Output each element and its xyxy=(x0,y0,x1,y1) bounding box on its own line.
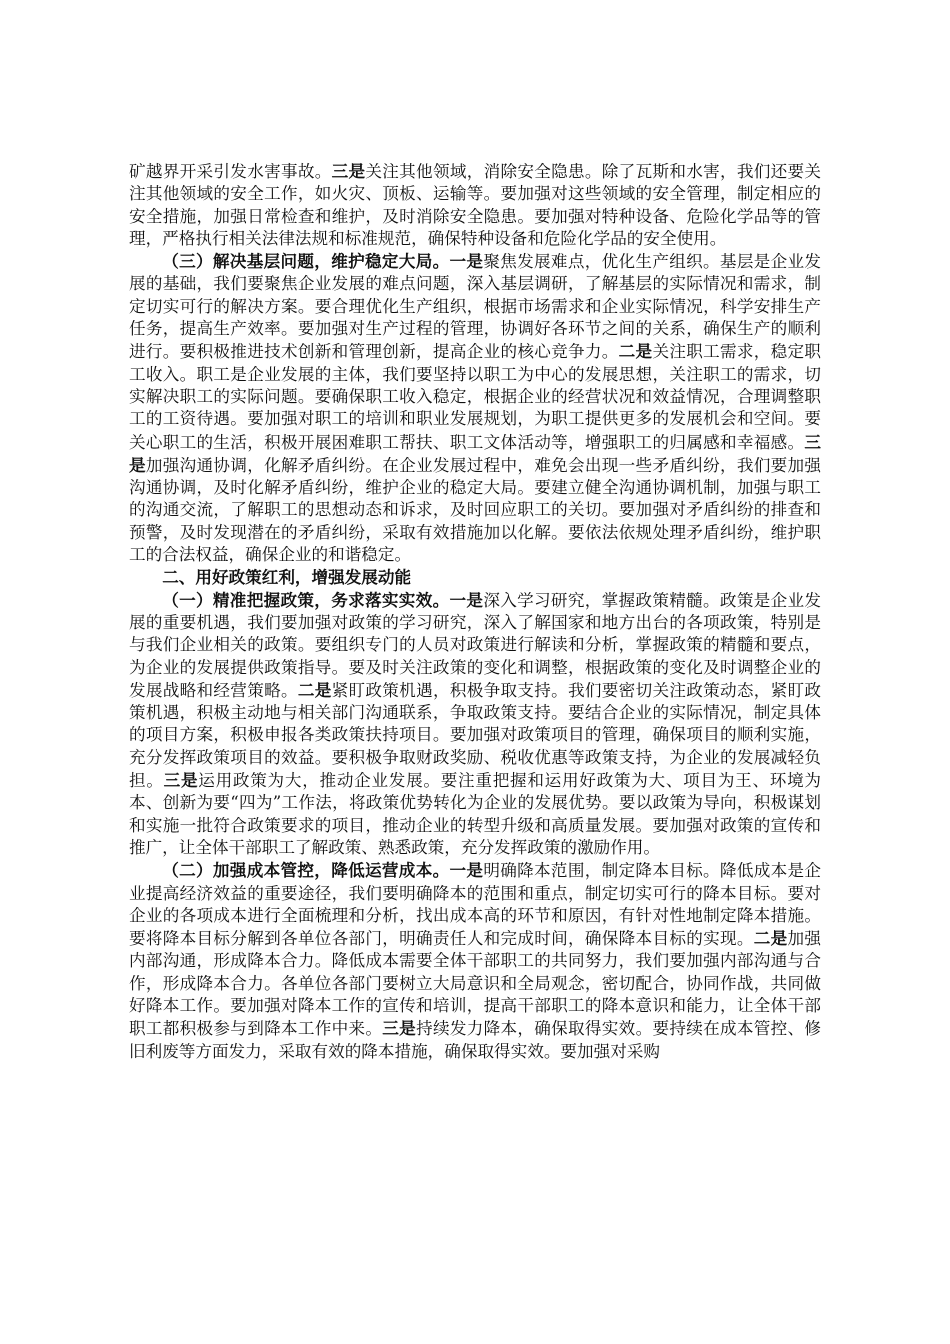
paragraph-safety xyxy=(129,160,821,250)
text: 持续发力降本，确保取得实效。要持续在成本管控、修旧利废等方面发力，采取有效的降本措施，确保取得实效。要加强对采购 xyxy=(129,1019,822,1061)
bold-marker: 三是 xyxy=(129,431,821,475)
text: 明确降本范围，制定降本目标。降低成本是企业提高经济效益的重要途径，我们要明确降本的范围和重点，制定切实可行的降本目标。要对企业的各项成本进行全面梳理和分析，找出成本高的环节和原因，有针对性地制定降本措施。要将降本目标分解到各单位各部门，明确责任人和完成时间，确保降本目标的实现。 xyxy=(129,861,822,949)
document-body xyxy=(129,160,821,1063)
bold-marker: 一是 xyxy=(449,589,484,610)
paragraph-cost xyxy=(129,859,821,1063)
text: 加强沟通协调，化解矛盾纠纷。在企业发展过程中，难免会出现一些矛盾纠纷，我们要加强沟通协调，及时化解矛盾纠纷，维护企业的稳定大局。要建立健全沟通协调机制，加强与职工的沟通交流，了解职工的思想动态和诉求，及时回应职工的关切。要加强对矛盾纠纷的排查和预警，及时发现潜在的矛盾纠纷，采取有效措施加以化解。要依法依规处理矛盾纠纷，维护职工的合法权益，确保企业的和谐稳定。 xyxy=(129,455,822,565)
subsection-heading: （一）精准把握政策，务求落实实效。 xyxy=(162,589,450,610)
section-title: 二、用好政策红利，增强发展动能 xyxy=(162,567,412,588)
paragraph-grassroots xyxy=(129,250,821,566)
text: 关注职工需求，稳定职工收入。职工是企业发展的主体，我们要坚持以职工为中心的发展思想，关注职工的需求，切实解决职工的实际问题。要确保职工收入稳定，根据企业的经营状况和效益情况，合理调整职工的工资待遇。要加强对职工的培训和职业发展规划，为职工提供更多的发展机会和空间。要关心职工的生活，积极开展困难职工帮扶、职工文体活动等，增强职工的归属感和幸福感。 xyxy=(129,342,822,452)
text: 运用政策为大，推动企业发展。要注重把握和运用好政策为大、项目为王、环境为本、创新为要“四为”工作法，将政策优势转化为企业的发展优势。要以政策为导向，积极谋划和实施一批符合政策要求的项目，推动企业的转型升级和高质量发展。要加强对政策的宣传和推广，让全体干部职工了解政策、熟悉政策，充分发挥政策的激励作用。 xyxy=(129,771,822,857)
subsection-heading: （三）解决基层问题，维护稳定大局。 xyxy=(162,251,450,272)
text: 加强内部沟通，形成降本合力。降低成本需要全体干部职工的共同努力，我们要加强内部沟通与合作，形成降本合力。各单位各部门要树立大局意识和全局观念，密切配合，协同作战，共同做好降本工作。要加强对降本工作的宣传和培训，提高干部职工的降本意识和能力，让全体干部职工都积极参与到降本工作中来。 xyxy=(129,929,822,1039)
bold-marker: 一是 xyxy=(449,860,484,881)
bold-marker: 二是 xyxy=(618,341,653,362)
bold-marker: 三是 xyxy=(163,770,199,791)
bold-marker: 三是 xyxy=(331,161,366,181)
bold-marker: 一是 xyxy=(449,251,484,272)
text: 紧盯政策机遇，积极争取支持。我们要密切关注政策动态，紧盯政策机遇，积极主动地与相关部门沟通联系，争取政策支持。要结合企业的实际情况，制定具体的项目方案，积极申报各类政策扶持项目。要加强对政策项目的管理，确保项目的顺利实施，充分发挥政策项目的效益。要积极争取财政奖励、税收优惠等政策支持，为企业的发展减轻负担。 xyxy=(129,680,822,791)
text: 矿越界开采引发水害事故。 xyxy=(129,162,332,181)
text: 聚焦发展难点，优化生产组织。基层是企业发展的基础，我们要聚焦企业发展的难点问题，深入基层调研，了解基层的实际情况和需求，制定切实可行的解决方案。要合理优化生产组织，根据市场需求和企业实际情况，科学安排生产任务，提高生产效率。要加强对生产过程的管理，协调好各环节之间的关系，确保生产的顺利进行。要积极推进技术创新和管理创新，提高企业的核心竞争力。 xyxy=(129,252,822,362)
bold-marker: 二是 xyxy=(753,928,788,949)
paragraph-policy xyxy=(129,589,821,860)
subsection-heading: （二）加强成本管控，降低运营成本。 xyxy=(162,860,450,881)
text: 关注其他领域，消除安全隐患。除了瓦斯和水害，我们还要关注其他领域的安全工作，如火灾、顶板、运输等。要加强对这些领域的安全管理，制定相应的安全措施，加强日常检查和维护，及时消除安全隐患。要加强对特种设备、危险化学品等的管理，严格执行相关法律法规和标准规范，确保特种设备和危险化学品的安全使用。 xyxy=(129,162,822,248)
text: 深入学习研究，掌握政策精髓。政策是企业发展的重要机遇，我们要加强对政策的学习研究，深入了解国家和地方出台的各项政策，特别是与我们企业相关的政策。要组织专门的人员对政策进行解读和分析，掌握政策的精髓和要点，为企业的发展提供政策指导。要及时关注政策的变化和调整，根据政策的变化及时调整企业的发展战略和经营策略。 xyxy=(129,590,822,700)
bold-marker: 二是 xyxy=(297,679,332,700)
bold-marker: 三是 xyxy=(382,1018,417,1039)
